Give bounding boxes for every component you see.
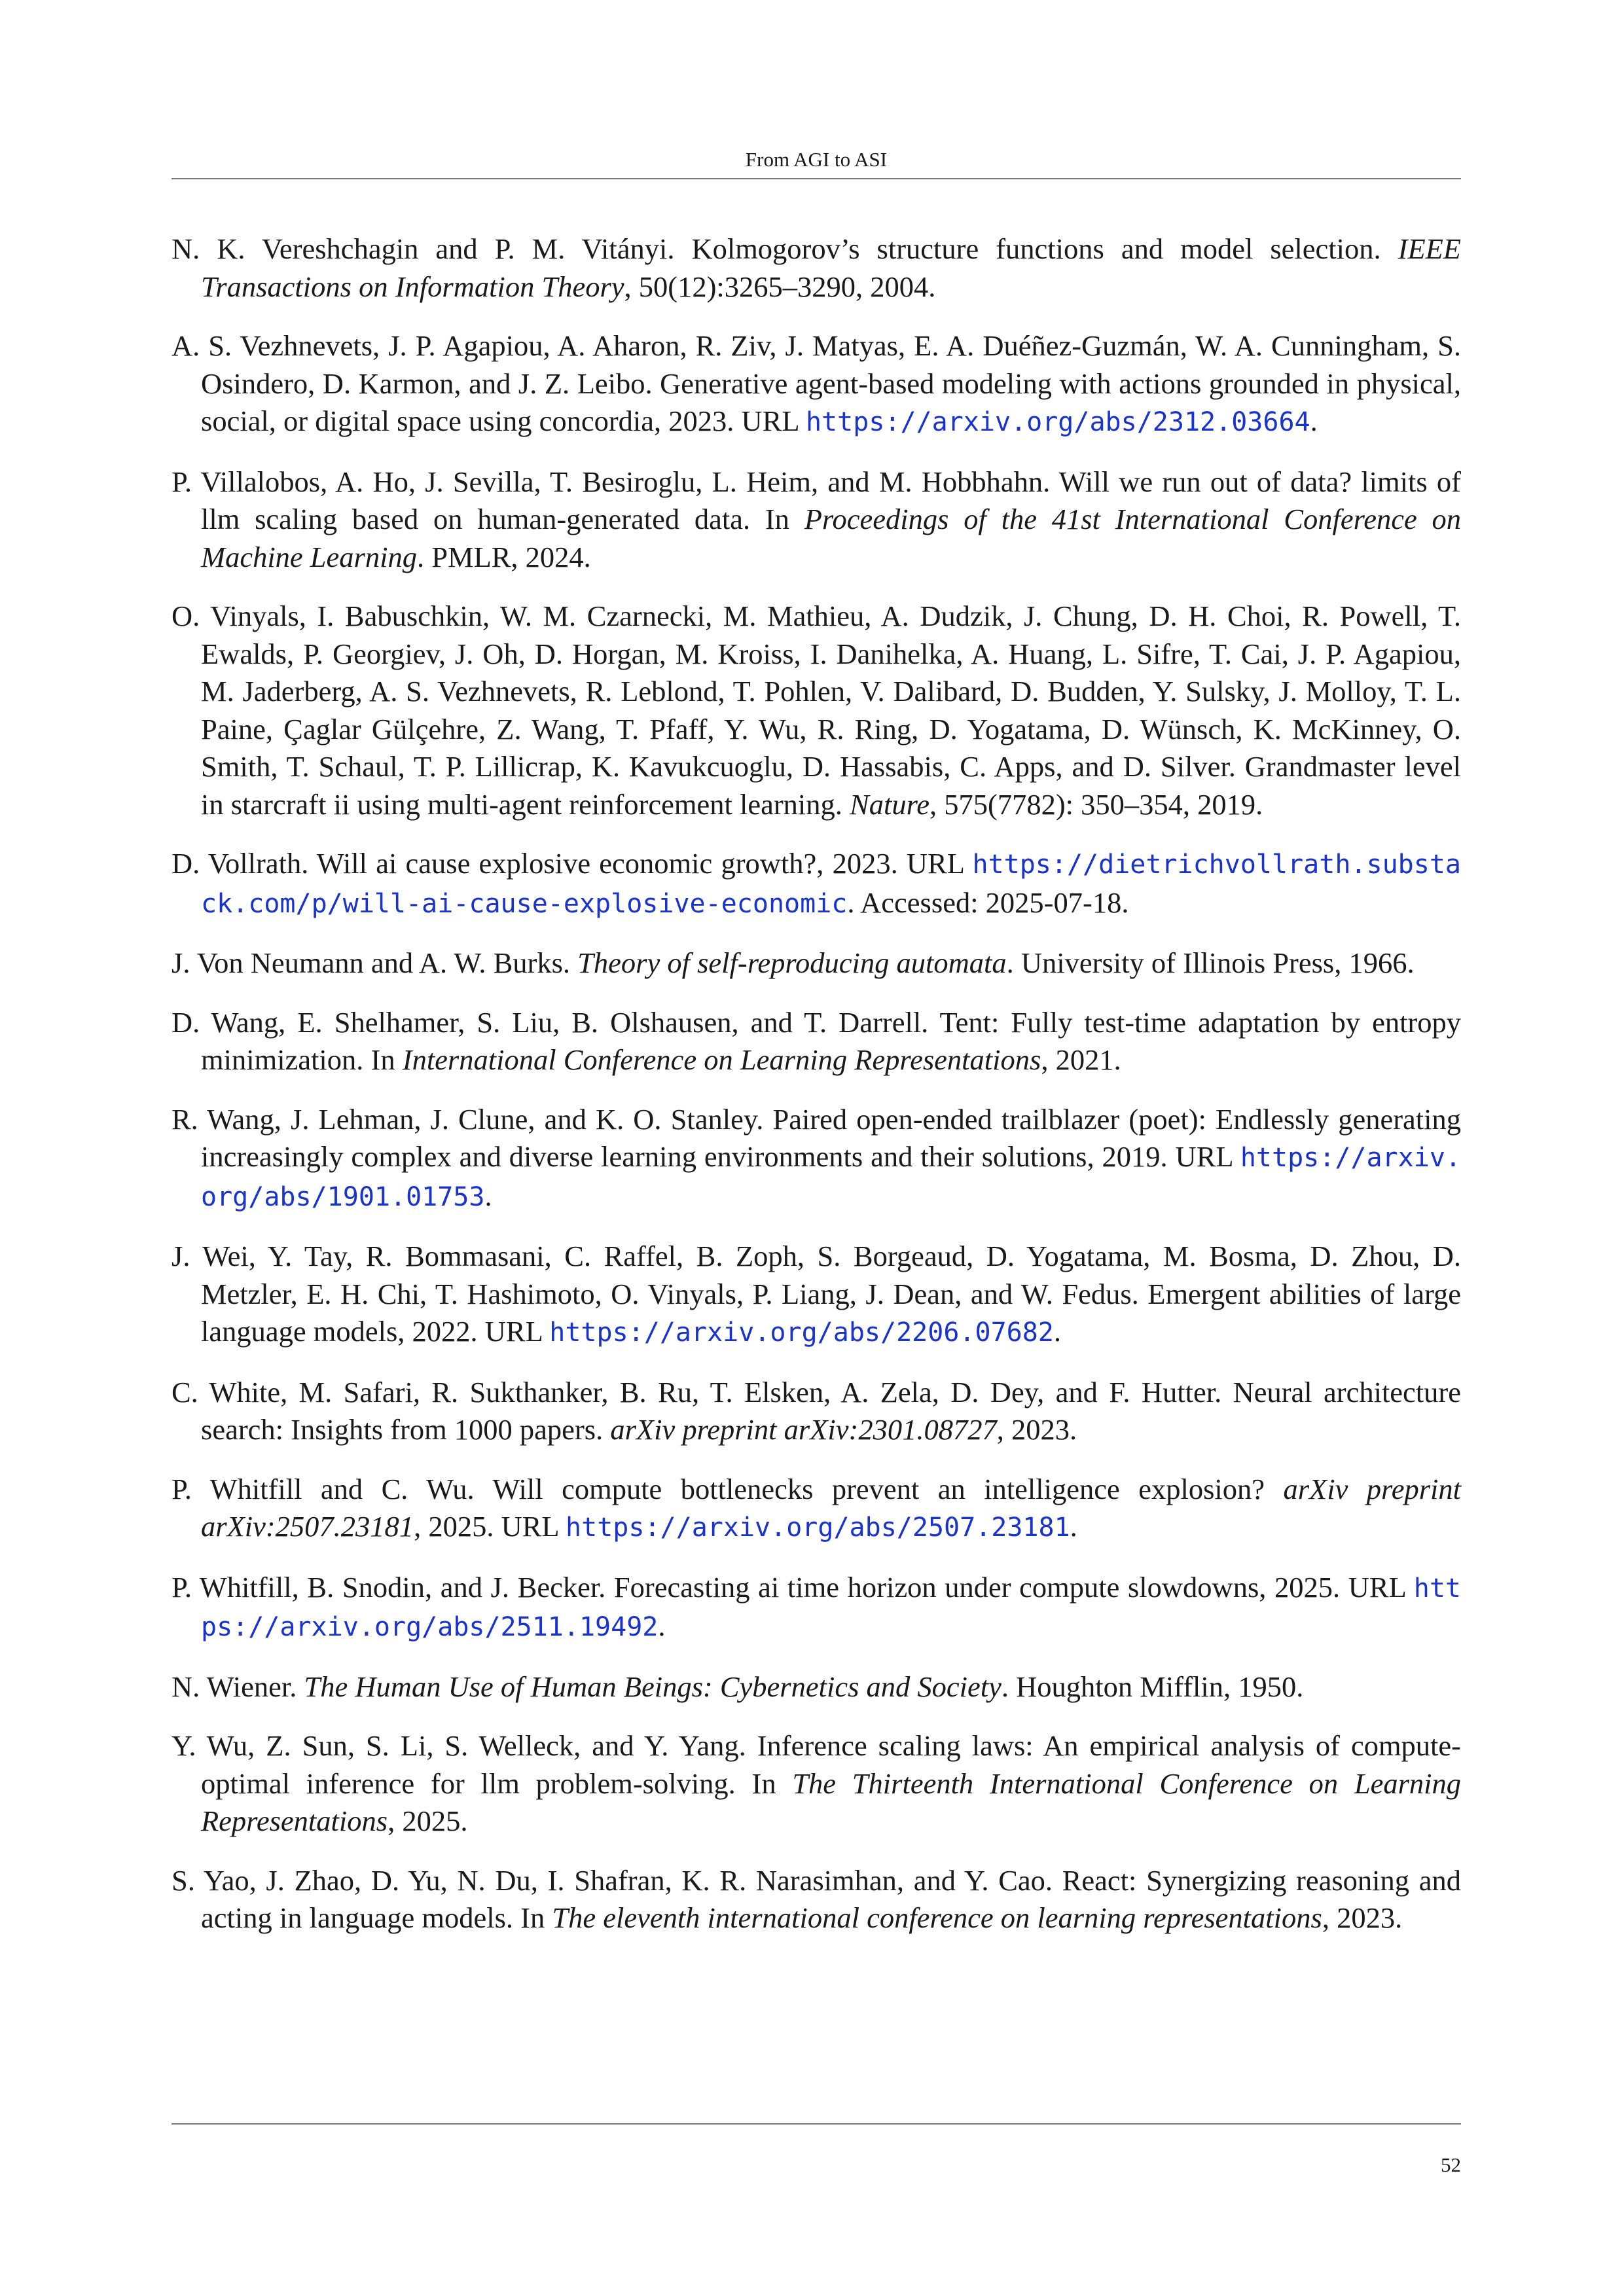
reference-text: N. Wiener. bbox=[171, 1670, 304, 1703]
reference-entry bbox=[171, 1727, 1461, 1840]
reference-entry bbox=[171, 463, 1461, 577]
reference-text: . bbox=[484, 1179, 492, 1212]
reference-text: , 2021. bbox=[1041, 1043, 1121, 1076]
reference-text: , 2023. bbox=[1322, 1901, 1403, 1934]
header-rule bbox=[171, 178, 1461, 179]
reference-entry bbox=[171, 944, 1461, 982]
reference-venue: IEEE Transactions on Information Theory bbox=[201, 232, 1461, 303]
reference-text: N. K. Vereshchagin and P. M. Vitányi. Kolmogorov’s structure functions and model selection. bbox=[171, 232, 1398, 265]
reference-url-link[interactable]: https://arxiv.org/abs/2507.23181 bbox=[566, 1513, 1070, 1543]
reference-text: . bbox=[1070, 1510, 1077, 1543]
reference-entry bbox=[171, 1471, 1461, 1547]
reference-url-link[interactable]: https://arxiv.org/abs/2511.19492 bbox=[201, 1573, 1461, 1642]
reference-text: A. S. Vezhnevets, J. P. Agapiou, A. Aharon, R. Ziv, J. Matyas, E. A. Duéñez-Guzmán, W. A. Cunningham, S. Osindero, D. Karmon, and J. Z. Leibo. Generative agent-based modeling with actions grounded in physical, social, or digital space using concordia, 2023. URL bbox=[171, 329, 1461, 437]
reference-text: P. Whitfill, B. Snodin, and J. Becker. Forecasting ai time horizon under compute slowdowns, 2025. URL bbox=[171, 1570, 1414, 1604]
reference-venue: The eleventh international conference on learning representations bbox=[552, 1901, 1322, 1934]
reference-text: J. Wei, Y. Tay, R. Bommasani, C. Raffel, B. Zoph, S. Borgeaud, D. Yogatama, M. Bosma, D. Zhou, D. Metzler, E. H. Chi, T. Hashimoto, O. Vinyals, P. Liang, J. Dean, and W. Fedus. Emergent abilities of large language models, 2022. URL bbox=[171, 1240, 1461, 1348]
reference-text: , 575(7782): 350–354, 2019. bbox=[929, 787, 1263, 821]
reference-list bbox=[171, 230, 1461, 1959]
reference-venue: Nature bbox=[850, 787, 929, 821]
reference-text: R. Wang, J. Lehman, J. Clune, and K. O. Stanley. Paired open-ended trailblazer (poet): Endlessly generating increasingly complex and diverse learning environments and their solutions, 2019. URL bbox=[171, 1102, 1461, 1173]
reference-text: . bbox=[658, 1609, 666, 1642]
reference-entry bbox=[171, 327, 1461, 442]
reference-entry bbox=[171, 598, 1461, 823]
footer-rule bbox=[171, 2123, 1461, 2125]
reference-entry bbox=[171, 1101, 1461, 1217]
reference-entry bbox=[171, 845, 1461, 923]
reference-text: P. Whitfill and C. Wu. Will compute bottlenecks prevent an intelligence explosion? bbox=[171, 1472, 1284, 1505]
reference-url-link[interactable]: https://dietrichvollrath.substack.com/p/will-ai-cause-explosive-economic bbox=[201, 850, 1461, 919]
reference-text: , 2023. bbox=[996, 1413, 1077, 1446]
reference-text: . bbox=[1053, 1315, 1062, 1348]
reference-venue: Proceedings of the 41st International Conference on Machine Learning bbox=[201, 503, 1461, 573]
reference-venue: Theory of self-reproducing automata bbox=[577, 946, 1007, 979]
reference-text: . Accessed: 2025-07-18. bbox=[847, 886, 1129, 919]
page-number: 52 bbox=[1441, 2153, 1461, 2176]
reference-entry bbox=[171, 1862, 1461, 1937]
reference-text: , 50(12):3265–3290, 2004. bbox=[624, 270, 936, 303]
reference-entry bbox=[171, 1004, 1461, 1079]
reference-text: . PMLR, 2024. bbox=[417, 540, 591, 573]
reference-venue: arXiv preprint arXiv:2507.23181 bbox=[201, 1472, 1462, 1543]
reference-text: . bbox=[1310, 404, 1318, 437]
reference-url-link[interactable]: https://arxiv.org/abs/1901.01753 bbox=[201, 1143, 1461, 1212]
reference-entry bbox=[171, 1238, 1461, 1352]
reference-entry bbox=[171, 1569, 1461, 1647]
reference-url-link[interactable]: https://arxiv.org/abs/2206.07682 bbox=[549, 1318, 1054, 1348]
reference-entry bbox=[171, 230, 1461, 306]
reference-text: S. Yao, J. Zhao, D. Yu, N. Du, I. Shafran, K. R. Narasimhan, and Y. Cao. React: Synergizing reasoning and acting in language models. In bbox=[171, 1863, 1461, 1934]
reference-text: O. Vinyals, I. Babuschkin, W. M. Czarnecki, M. Mathieu, A. Dudzik, J. Chung, D. H. Choi, R. Powell, T. Ewalds, P. Georgiev, J. Oh, D. Horgan, M. Kroiss, I. Danihelka, A. Huang, L. Sifre, T. Cai, J. P. Agapiou, M. Jaderberg, A. S. Vezhnevets, R. Leblond, T. Pohlen, V. Dalibard, D. Budden, Y. Sulsky, J. Molloy, T. L. Paine, Çaglar Gülçehre, Z. Wang, T. Pfaff, Y. Wu, R. Ring, D. Yogatama, D. Wünsch, K. McKinney, O. Smith, T. Schaul, T. P. Lillicrap, K. Kavukcuoglu, D. Hassabis, C. Apps, and D. Silver. Grandmaster level in starcraft ii using multi-agent reinforcement learning. bbox=[171, 600, 1461, 821]
running-header: From AGI to ASI bbox=[745, 148, 888, 171]
reference-url-link[interactable]: https://arxiv.org/abs/2312.03664 bbox=[805, 407, 1310, 437]
reference-entry bbox=[171, 1668, 1461, 1706]
reference-text: D. Vollrath. Will ai cause explosive economic growth?, 2023. URL bbox=[171, 847, 973, 880]
reference-text: . Houghton Mifflin, 1950. bbox=[1001, 1670, 1304, 1703]
reference-venue: The Human Use of Human Beings: Cybernetics and Society bbox=[304, 1670, 1001, 1703]
reference-venue: arXiv preprint arXiv:2301.08727 bbox=[610, 1413, 997, 1446]
reference-text: Y. Wu, Z. Sun, S. Li, S. Welleck, and Y. Yang. Inference scaling laws: An empirical analysis of compute-optimal inference for llm problem-solving. In bbox=[171, 1729, 1461, 1800]
reference-text: , 2025. bbox=[388, 1804, 468, 1837]
reference-entry bbox=[171, 1374, 1461, 1449]
reference-text: C. White, M. Safari, R. Sukthanker, B. Ru, T. Elsken, A. Zela, D. Dey, and F. Hutter. Neural architecture search: Insights from 1000 papers. bbox=[171, 1375, 1461, 1446]
reference-venue: International Conference on Learning Representations bbox=[402, 1043, 1041, 1076]
reference-venue: The Thirteenth International Conference on Learning Representations bbox=[201, 1767, 1462, 1837]
reference-text: P. Villalobos, A. Ho, J. Sevilla, T. Besiroglu, L. Heim, and M. Hobbhahn. Will we run out of data? limits of llm scaling based on human-generated data. In bbox=[171, 465, 1461, 535]
reference-text: , 2025. URL bbox=[414, 1510, 566, 1543]
reference-text: D. Wang, E. Shelhamer, S. Liu, B. Olshausen, and T. Darrell. Tent: Fully test-time adaptation by entropy minimization. In bbox=[171, 1005, 1461, 1076]
reference-text: J. Von Neumann and A. W. Burks. bbox=[171, 946, 578, 979]
reference-text: . University of Illinois Press, 1966. bbox=[1006, 946, 1415, 979]
